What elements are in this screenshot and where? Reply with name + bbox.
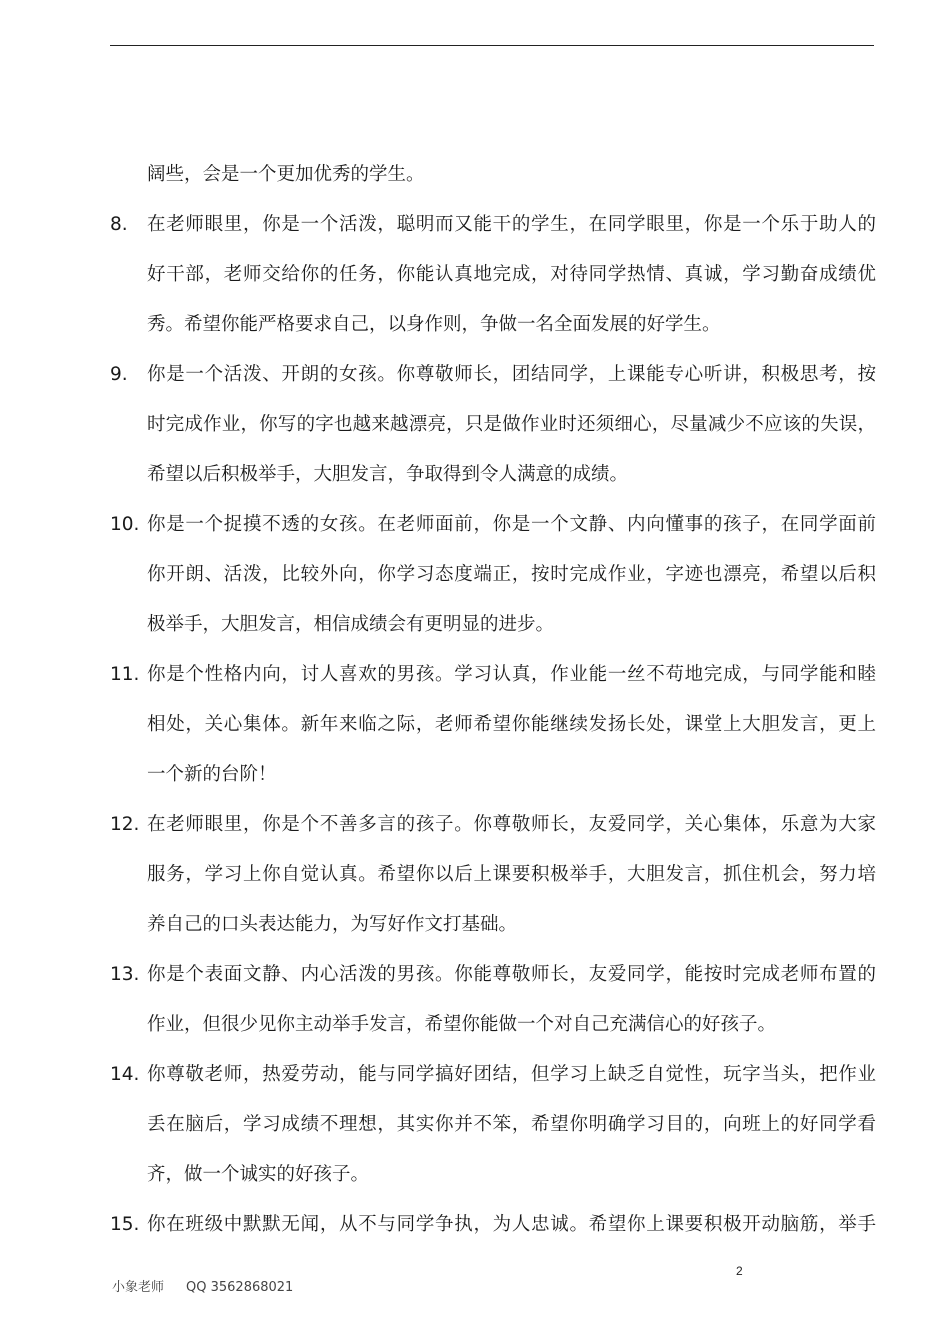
item-number: 9. (110, 364, 128, 385)
item-number: 15. (110, 1214, 140, 1235)
item-number: 14. (110, 1064, 140, 1085)
item-number: 11. (110, 664, 140, 685)
text-line-4 (110, 300, 876, 350)
text-line-15 (110, 850, 876, 900)
item-number: 8. (110, 214, 128, 235)
footer-author: 小象老师 (112, 1280, 165, 1295)
text-line-8 (110, 500, 876, 550)
page-number: 2 (736, 1264, 743, 1278)
line-text: 作业，但很少见你主动举手发言，希望你能做一个对自己充满信心的好孩子。 (147, 1014, 777, 1035)
text-line-14 (110, 800, 876, 850)
line-text: 秀。希望你能严格要求自己，以身作则，争做一名全面发展的好学生。 (147, 314, 721, 335)
text-line-5 (110, 350, 876, 400)
line-text: 养自己的口头表达能力，为写好作文打基础。 (147, 914, 518, 935)
item-number: 12. (110, 814, 140, 835)
line-text: 好干部，老师交给你的任务，你能认真地完成，对待同学热情、真诚，学习勤奋成绩优 (147, 264, 876, 285)
line-text: 极举手，大胆发言，相信成绩会有更明显的进步。 (147, 614, 555, 635)
text-line-12 (110, 700, 876, 750)
footer-qq: QQ 3562868021 (186, 1280, 294, 1295)
header-rule (110, 45, 874, 46)
line-text: 在老师眼里，你是个不善多言的孩子。你尊敬师长，友爱同学，关心集体，乐意为大家 (147, 814, 876, 835)
text-line-6 (110, 400, 876, 450)
text-line-18 (110, 1000, 876, 1050)
line-text: 你是一个捉摸不透的女孩。在老师面前，你是一个文静、内向懂事的孩子，在同学面前 (147, 514, 876, 535)
line-text: 希望以后积极举手，大胆发言，争取得到令人满意的成绩。 (147, 464, 629, 485)
text-line-17 (110, 950, 876, 1000)
line-text: 一个新的台阶！ (147, 764, 277, 785)
text-line-22 (110, 1200, 876, 1250)
text-line-19 (110, 1050, 876, 1100)
line-text: 你是个表面文静、内心活泼的男孩。你能尊敬师长，友爱同学，能按时完成老师布置的 (147, 964, 876, 985)
text-line-7 (110, 450, 876, 500)
text-line-11 (110, 650, 876, 700)
document-body (110, 150, 876, 1250)
line-text: 阔些，会是一个更加优秀的学生。 (147, 164, 425, 185)
text-line-13 (110, 750, 876, 800)
text-line-1 (110, 150, 876, 200)
line-text: 相处，关心集体。新年来临之际，老师希望你能继续发扬长处，课堂上大胆发言，更上 (147, 714, 876, 735)
item-number: 10. (110, 514, 140, 535)
footer (112, 1276, 293, 1295)
line-text: 你在班级中默默无闻，从不与同学争执，为人忠诚。希望你上课要积极开动脑筋，举手 (147, 1214, 876, 1235)
text-line-16 (110, 900, 876, 950)
text-line-9 (110, 550, 876, 600)
text-line-10 (110, 600, 876, 650)
text-line-20 (110, 1100, 876, 1150)
line-text: 你尊敬老师，热爱劳动，能与同学搞好团结，但学习上缺乏自觉性，玩字当头，把作业 (147, 1064, 876, 1085)
line-text: 你是一个活泼、开朗的女孩。你尊敬师长，团结同学，上课能专心听讲，积极思考，按 (147, 364, 876, 385)
line-text: 在老师眼里，你是一个活泼，聪明而又能干的学生，在同学眼里，你是一个乐于助人的 (147, 214, 876, 235)
line-text: 你是个性格内向，讨人喜欢的男孩。学习认真，作业能一丝不苟地完成，与同学能和睦 (147, 664, 876, 685)
line-text: 齐，做一个诚实的好孩子。 (147, 1164, 370, 1185)
item-number: 13. (110, 964, 140, 985)
line-text: 丢在脑后，学习成绩不理想，其实你并不笨，希望你明确学习目的，向班上的好同学看 (147, 1114, 876, 1135)
line-text: 服务，学习上你自觉认真。希望你以后上课要积极举手，大胆发言，抓住机会，努力培 (147, 864, 876, 885)
text-line-3 (110, 250, 876, 300)
text-line-21 (110, 1150, 876, 1200)
line-text: 时完成作业，你写的字也越来越漂亮，只是做作业时还须细心，尽量减少不应该的失误， (147, 414, 876, 435)
line-text: 你开朗、活泼，比较外向，你学习态度端正，按时完成作业，字迹也漂亮，希望以后积 (147, 564, 876, 585)
text-line-2 (110, 200, 876, 250)
